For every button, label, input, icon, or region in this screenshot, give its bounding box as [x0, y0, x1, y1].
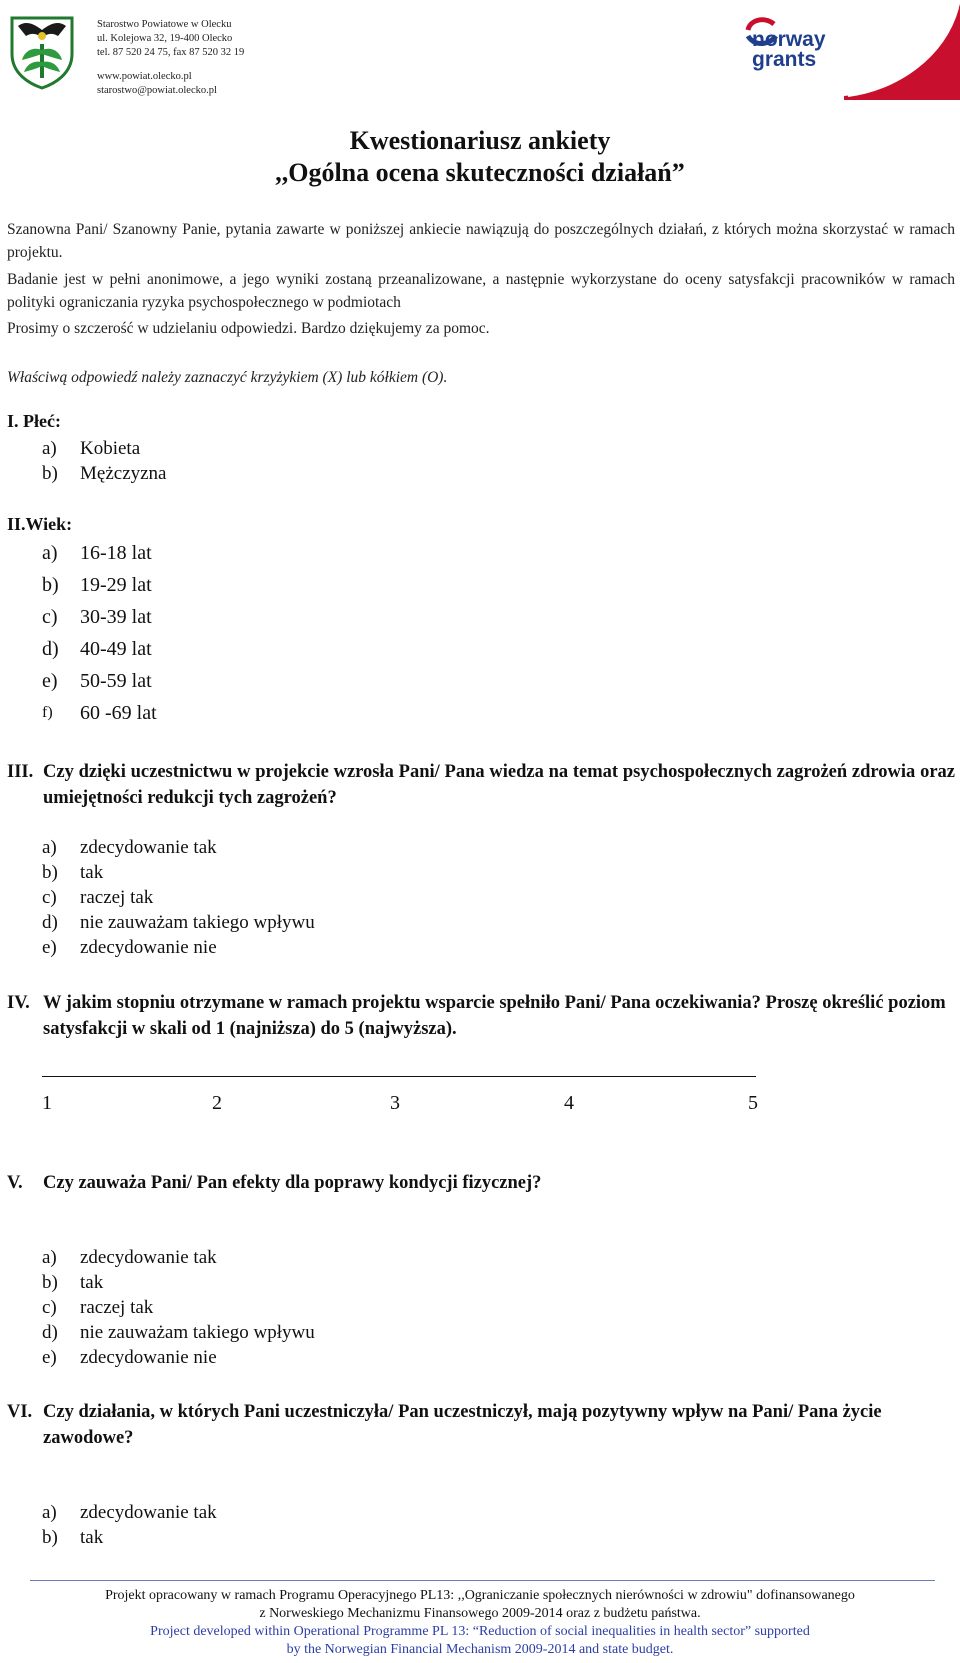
option-marker: b): [42, 1527, 58, 1548]
scale-value[interactable]: 1: [42, 1092, 52, 1114]
option-marker: c): [42, 1297, 57, 1318]
answer-option[interactable]: [42, 665, 157, 697]
answer-option[interactable]: [42, 697, 157, 729]
option-marker: a): [42, 542, 58, 564]
page-title: Kwestionariusz ankiety: [349, 126, 611, 155]
answer-option[interactable]: [42, 633, 157, 665]
option-label: 60 -69 lat: [80, 702, 157, 724]
option-label: 16-18 lat: [80, 542, 152, 564]
county-crest-logo: [8, 14, 76, 90]
address-line: tel. 87 520 24 75, fax 87 520 32 19: [97, 47, 245, 58]
answer-option[interactable]: [42, 1525, 217, 1550]
footer-line: z Norweskiego Mechanizmu Finansowego 2009-2014 oraz z budżetu państwa.: [259, 1606, 701, 1621]
question-5-options: [42, 1245, 315, 1370]
option-label: 40-49 lat: [80, 638, 152, 660]
answer-option[interactable]: [42, 935, 315, 960]
norway-grants-wordmark: [752, 30, 826, 70]
logo-word: norway: [752, 28, 826, 51]
question-number: V.: [7, 1173, 23, 1193]
footer-line: Project developed within Operational Programme PL 13: “Reduction of social inequalities in health sector” supported: [150, 1624, 810, 1639]
option-label: zdecydowanie nie: [80, 937, 217, 958]
answer-instruction: Właściwą odpowiedź należy zaznaczyć krzyżykiem (X) lub kółkiem (O).: [7, 369, 448, 386]
question-number: III.: [7, 762, 34, 782]
rating-scale-line: [42, 1076, 756, 1077]
question-2-heading: II.Wiek:: [7, 514, 73, 534]
option-label: zdecydowanie tak: [80, 837, 217, 858]
answer-option[interactable]: [42, 1345, 315, 1370]
option-marker: a): [42, 1502, 57, 1523]
option-label: tak: [80, 1527, 104, 1548]
option-marker: b): [42, 463, 58, 484]
answer-option[interactable]: [42, 436, 167, 461]
option-label: zdecydowanie tak: [80, 1502, 217, 1523]
answer-option[interactable]: [42, 537, 157, 569]
question-text: W jakim stopniu otrzymane w ramach projektu wsparcie spełniło Pani/ Pana oczekiwania? Proszę określić poziom satysfakcji w skali od 1 (najniższa) do 5 (najwyższa).: [43, 993, 946, 1039]
option-label: nie zauważam takiego wpływu: [80, 1322, 315, 1343]
question-3: [7, 759, 955, 811]
address-line: ul. Kolejowa 32, 19-400 Olecko: [97, 33, 233, 44]
question-number: IV.: [7, 993, 30, 1013]
address-line: Starostwo Powiatowe w Olecku: [97, 19, 232, 30]
website-link[interactable]: www.powiat.olecko.pl: [97, 71, 192, 82]
answer-option[interactable]: [42, 910, 315, 935]
option-marker: e): [42, 1347, 57, 1368]
scale-value[interactable]: 3: [390, 1092, 400, 1114]
option-label: nie zauważam takiego wpływu: [80, 912, 315, 933]
option-marker: e): [42, 670, 58, 692]
page-subtitle: ,,Ogólna ocena skuteczności działań”: [275, 158, 685, 187]
option-label: 50-59 lat: [80, 670, 152, 692]
scale-value[interactable]: 5: [748, 1092, 758, 1114]
logo-word: grants: [752, 48, 817, 71]
question-3-options: [42, 835, 315, 960]
intro-paragraph: Szanowna Pani/ Szanowny Panie, pytania zawarte w poniższej ankiecie nawiązują do poszczególnych działań, z których można skorzystać w ramach projektu.: [7, 221, 955, 261]
option-marker: d): [42, 638, 59, 660]
option-marker: a): [42, 1247, 57, 1268]
option-marker: d): [42, 1322, 58, 1343]
answer-option[interactable]: [42, 885, 315, 910]
institution-address: [97, 18, 244, 98]
option-marker: c): [42, 887, 57, 908]
option-label: 30-39 lat: [80, 606, 152, 628]
email-link[interactable]: starostwo@powiat.olecko.pl: [97, 85, 217, 96]
answer-option[interactable]: [42, 835, 315, 860]
question-5: [7, 1170, 955, 1196]
option-marker: a): [42, 837, 57, 858]
option-label: tak: [80, 1272, 104, 1293]
question-6-options: [42, 1500, 217, 1550]
option-label: Kobieta: [80, 438, 141, 459]
option-marker: e): [42, 937, 57, 958]
question-2-options: [42, 537, 157, 729]
footer-polish: [0, 1587, 960, 1623]
footer-line: by the Norwegian Financial Mechanism 2009-2014 and state budget.: [286, 1642, 674, 1657]
question-text: Czy zauważa Pani/ Pan efekty dla poprawy kondycji fizycznej?: [43, 1173, 542, 1193]
footer-line: Projekt opracowany w ramach Programu Operacyjnego PL13: ,,Ograniczanie społecznych nierówności w zdrowiu" dofinansowanego: [105, 1588, 855, 1603]
footer-english: [0, 1623, 960, 1659]
question-text: Czy dzięki uczestnictwu w projekcie wzrosła Pani/ Pana wiedza na temat psychospołecznych zagrożeń zdrowia oraz umiejętności redukcji tych zagrożeń?: [43, 762, 955, 808]
answer-option[interactable]: [42, 1500, 217, 1525]
option-marker: b): [42, 862, 58, 883]
answer-option[interactable]: [42, 461, 167, 486]
option-marker: a): [42, 438, 57, 459]
question-4: [7, 990, 955, 1042]
footer-divider: [30, 1580, 935, 1581]
intro-paragraph: Prosimy o szczerość w udzielaniu odpowiedzi. Bardzo dziękujemy za pomoc.: [7, 320, 490, 337]
answer-option[interactable]: [42, 601, 157, 633]
scale-value[interactable]: 4: [564, 1092, 574, 1114]
option-marker: d): [42, 912, 58, 933]
option-marker: c): [42, 606, 58, 628]
question-number: VI.: [7, 1402, 33, 1422]
option-label: raczej tak: [80, 1297, 154, 1318]
answer-option[interactable]: [42, 1245, 315, 1270]
answer-option[interactable]: [42, 1295, 315, 1320]
answer-option[interactable]: [42, 860, 315, 885]
option-label: zdecydowanie tak: [80, 1247, 217, 1268]
question-text: Czy działania, w których Pani uczestniczyła/ Pan uczestniczył, mają pozytywny wpływ na Pani/ Pana życie zawodowe?: [43, 1402, 882, 1448]
option-label: zdecydowanie nie: [80, 1347, 217, 1368]
question-1-heading: I. Płeć:: [7, 411, 61, 431]
answer-option[interactable]: [42, 569, 157, 601]
option-label: tak: [80, 862, 104, 883]
intro-paragraph: Badanie jest w pełni anonimowe, a jego wyniki zostaną przeanalizowane, a następnie wykorzystane do oceny satysfakcji pracowników w ramach polityki ograniczania ryzyka psychospołecznego w podmiotach: [7, 271, 955, 311]
question-1-options: [42, 436, 167, 486]
option-label: 19-29 lat: [80, 574, 152, 596]
option-marker: f): [42, 704, 53, 721]
option-marker: b): [42, 574, 59, 596]
option-label: raczej tak: [80, 887, 154, 908]
option-label: Mężczyzna: [80, 463, 167, 484]
question-6: [7, 1399, 955, 1451]
answer-option[interactable]: [42, 1270, 315, 1295]
option-marker: b): [42, 1272, 58, 1293]
answer-option[interactable]: [42, 1320, 315, 1345]
scale-value[interactable]: 2: [212, 1092, 222, 1114]
